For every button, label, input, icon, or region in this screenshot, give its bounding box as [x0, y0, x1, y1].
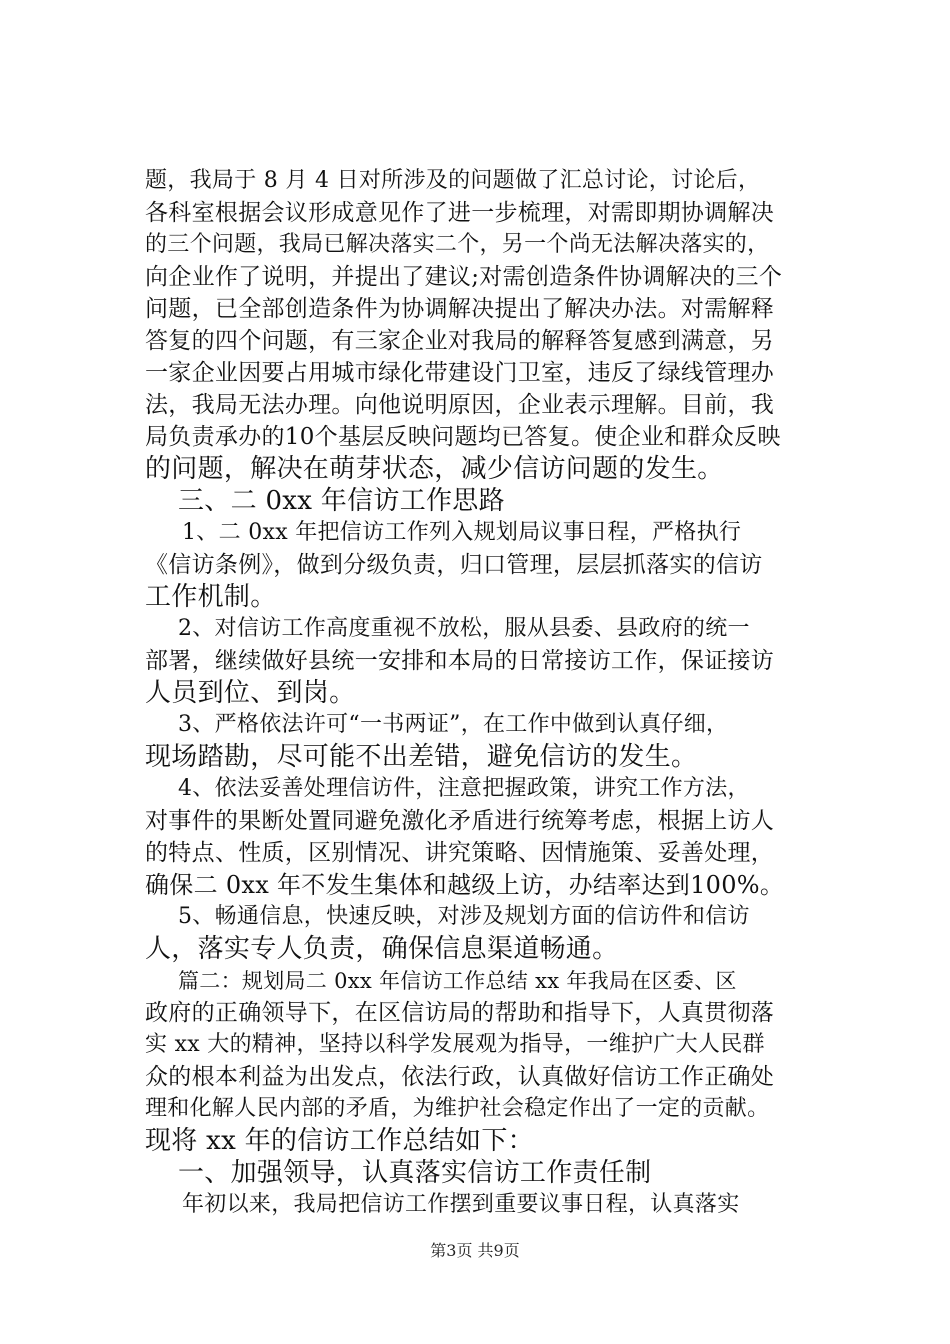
- text-line: 众的根本利益为出发点，依法行政，认真做好信访工作正确处: [145, 1064, 775, 1090]
- text-line: 工作机制。: [145, 582, 277, 612]
- text-line: 现将 xx 年的信访工作总结如下：: [145, 1126, 534, 1156]
- text-line: 部署，继续做好县统一安排和本局的日常接访工作，保证接访: [145, 648, 775, 674]
- text-line: 问题，已全部创造条件为协调解决提出了解决办法。对需解释: [145, 296, 775, 322]
- text-line: 题，我局于 8 月 4 日对所涉及的问题做了汇总讨论，讨论后，: [145, 168, 761, 193]
- section-heading: 一、加强领导，认真落实信访工作责任制: [178, 1158, 652, 1188]
- text-line: 法，我局无法办理。向他说明原因，企业表示理解。目前，我: [145, 392, 775, 418]
- list-item: 5、畅通信息，快速反映，对涉及规划方面的信访件和信访: [178, 904, 750, 929]
- text-line: 各科室根据会议形成意见作了进一步梳理，对需即期协调解决: [145, 200, 775, 226]
- list-item: 2、对信访工作高度重视不放松，服从县委、县政府的统一: [178, 616, 750, 641]
- list-item: 4、依法妥善处理信访件，注意把握政策，讲究工作方法，: [178, 776, 750, 801]
- section-heading: 篇二：规划局二 0xx 年信访工作总结 xx 年我局在区委、区: [178, 969, 737, 993]
- text-line: 人，落实专人负责，确保信息渠道畅通。: [145, 934, 619, 964]
- text-line: 的三个问题，我局已解决落实二个，另一个尚无法解决落实的，: [145, 232, 770, 257]
- text-line: 《信访条例》，做到分级负责，归口管理，层层抓落实的信访: [145, 552, 763, 578]
- text-line: 答复的四个问题，有三家企业对我局的解释答复感到满意，另: [145, 328, 775, 354]
- text-line: 年初以来，我局把信访工作摆到重要议事日程，认真落实: [182, 1192, 740, 1217]
- text-line: 局负责承办的10个基层反映问题均已答复。使企业和群众反映: [145, 424, 781, 450]
- text-line: 政府的正确领导下，在区信访局的帮助和指导下，人真贯彻落: [145, 1000, 775, 1026]
- text-line: 向企业作了说明，并提出了建议;对需创造条件协调解决的三个: [145, 264, 783, 290]
- list-item: 1、二 0xx 年把信访工作列入规划局议事日程，严格执行: [182, 520, 742, 545]
- page-number-label: 第3页 共9页: [430, 1241, 520, 1260]
- text-line: 确保二 0xx 年不发生集体和越级上访，办结率达到100%。: [145, 871, 785, 899]
- page-footer: [0, 1241, 950, 1261]
- text-line: 现场踏勘，尽可能不出差错，避免信访的发生。: [145, 742, 698, 772]
- text-line: 对事件的果断处置同避免激化矛盾进行统筹考虑，根据上访人: [145, 808, 775, 834]
- list-item: 3、严格依法许可“一书两证”，在工作中做到认真仔细，: [178, 712, 729, 737]
- text-line: 实 xx 大的精神，坚持以科学发展观为指导，一维护广大人民群: [145, 1032, 765, 1057]
- text-line: 的特点、性质，区别情况、讲究策略、因情施策、妥善处理，: [145, 840, 775, 866]
- text-line: 理和化解人民内部的矛盾，为维护社会稳定作出了一定的贡献。: [145, 1096, 770, 1121]
- section-heading: 三、二 0xx 年信访工作思路: [178, 486, 505, 516]
- text-line: 的问题，解决在萌芽状态，减少信访问题的发生。: [145, 454, 724, 484]
- text-line: 人员到位、到岗。: [145, 678, 356, 708]
- text-line: 一家企业因要占用城市绿化带建设门卫室，违反了绿线管理办: [145, 360, 775, 386]
